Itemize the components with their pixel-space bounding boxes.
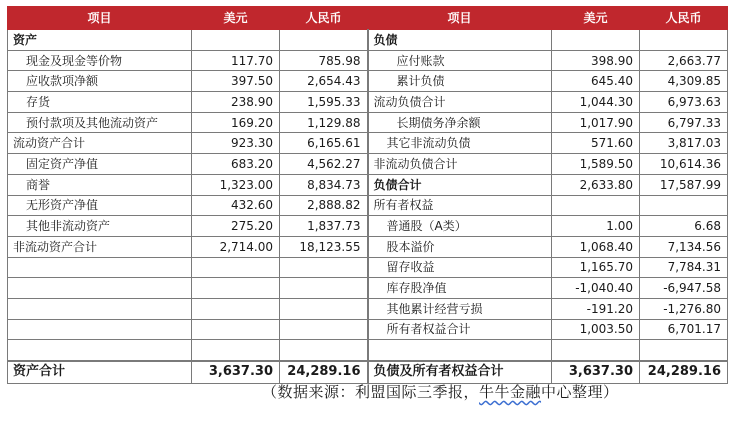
table-row xyxy=(8,154,728,175)
source-underlined: 牛牛金融 xyxy=(479,383,542,401)
right-label: 所有者权益合计 xyxy=(368,319,552,340)
table-row xyxy=(8,340,728,361)
left-label xyxy=(8,278,192,299)
right-usd: -1,040.40 xyxy=(552,278,640,299)
left-usd xyxy=(192,340,280,361)
right-label: 负债 xyxy=(368,30,552,51)
left-label: 流动资产合计 xyxy=(8,133,192,154)
left-label: 固定资产净值 xyxy=(8,154,192,175)
left-usd: 117.70 xyxy=(192,50,280,71)
right-usd xyxy=(552,195,640,216)
right-rmb: 17,587.99 xyxy=(640,174,728,195)
left-rmb: 785.98 xyxy=(280,50,368,71)
right-rmb xyxy=(640,30,728,51)
right-usd: 645.40 xyxy=(552,71,640,92)
right-usd: 1,017.90 xyxy=(552,112,640,133)
left-rmb xyxy=(280,298,368,319)
right-label: 应付账款 xyxy=(368,50,552,71)
left-usd: 238.90 xyxy=(192,92,280,113)
left-rmb xyxy=(280,278,368,299)
total-liab-equity-rmb: 24,289.16 xyxy=(640,361,728,384)
right-rmb: 3,817.03 xyxy=(640,133,728,154)
right-usd: -191.20 xyxy=(552,298,640,319)
left-usd xyxy=(192,278,280,299)
right-usd: 1,589.50 xyxy=(552,154,640,175)
table-row xyxy=(8,71,728,92)
left-rmb: 1,595.33 xyxy=(280,92,368,113)
left-usd xyxy=(192,257,280,278)
right-label: 负债合计 xyxy=(368,174,552,195)
total-liab-equity-label: 负债及所有者权益合计 xyxy=(368,361,552,384)
left-rmb xyxy=(280,30,368,51)
left-label: 商誉 xyxy=(8,174,192,195)
right-rmb xyxy=(640,340,728,361)
right-rmb: 2,663.77 xyxy=(640,50,728,71)
right-label: 其它非流动负债 xyxy=(368,133,552,154)
right-rmb: -1,276.80 xyxy=(640,298,728,319)
table-row xyxy=(8,195,728,216)
left-rmb xyxy=(280,257,368,278)
left-label: 非流动资产合计 xyxy=(8,236,192,257)
left-rmb: 1,837.73 xyxy=(280,216,368,237)
source-suffix: 中心整理） xyxy=(541,383,619,401)
left-label: 资产 xyxy=(8,30,192,51)
table-row xyxy=(8,216,728,237)
table-row xyxy=(8,236,728,257)
right-label: 股本溢价 xyxy=(368,236,552,257)
table-row xyxy=(8,133,728,154)
left-label: 其他非流动资产 xyxy=(8,216,192,237)
right-usd: 398.90 xyxy=(552,50,640,71)
right-label: 留存收益 xyxy=(368,257,552,278)
total-assets-rmb: 24,289.16 xyxy=(280,361,368,384)
total-assets-label: 资产合计 xyxy=(8,361,192,384)
right-rmb: 10,614.36 xyxy=(640,154,728,175)
right-rmb: 6.68 xyxy=(640,216,728,237)
table-row xyxy=(8,174,728,195)
table-header-row xyxy=(8,7,728,30)
left-label xyxy=(8,257,192,278)
right-rmb: 6,701.17 xyxy=(640,319,728,340)
left-usd: 432.60 xyxy=(192,195,280,216)
header-usd-right: 美元 xyxy=(552,7,640,30)
left-rmb xyxy=(280,340,368,361)
balance-sheet-table xyxy=(7,6,728,384)
right-usd: 1.00 xyxy=(552,216,640,237)
table-row xyxy=(8,278,728,299)
left-label: 现金及现金等价物 xyxy=(8,50,192,71)
header-usd: 美元 xyxy=(192,7,280,30)
left-label: 应收款项净额 xyxy=(8,71,192,92)
left-rmb: 6,165.61 xyxy=(280,133,368,154)
right-rmb: 7,784.31 xyxy=(640,257,728,278)
left-label: 无形资产净值 xyxy=(8,195,192,216)
right-usd xyxy=(552,340,640,361)
right-usd: 1,003.50 xyxy=(552,319,640,340)
header-rmb-right: 人民币 xyxy=(640,7,728,30)
right-usd xyxy=(552,30,640,51)
right-label: 其他累计经营亏损 xyxy=(368,298,552,319)
left-label xyxy=(8,298,192,319)
right-label: 非流动负债合计 xyxy=(368,154,552,175)
left-rmb: 8,834.73 xyxy=(280,174,368,195)
table-body xyxy=(8,30,728,361)
header-item-right: 项目 xyxy=(368,7,552,30)
table-row xyxy=(8,298,728,319)
left-usd xyxy=(192,30,280,51)
left-usd: 275.20 xyxy=(192,216,280,237)
right-rmb: 6,797.33 xyxy=(640,112,728,133)
total-assets-usd: 3,637.30 xyxy=(192,361,280,384)
source-note xyxy=(262,381,619,402)
right-usd: 2,633.80 xyxy=(552,174,640,195)
left-label xyxy=(8,340,192,361)
right-rmb: 4,309.85 xyxy=(640,71,728,92)
table-row xyxy=(8,319,728,340)
left-rmb: 18,123.55 xyxy=(280,236,368,257)
right-label: 累计负债 xyxy=(368,71,552,92)
right-usd: 1,044.30 xyxy=(552,92,640,113)
left-rmb: 2,654.43 xyxy=(280,71,368,92)
right-label: 普通股（A类） xyxy=(368,216,552,237)
right-usd: 571.60 xyxy=(552,133,640,154)
header-item: 项目 xyxy=(8,7,192,30)
left-label xyxy=(8,319,192,340)
left-usd: 397.50 xyxy=(192,71,280,92)
total-liab-equity-usd: 3,637.30 xyxy=(552,361,640,384)
table-row xyxy=(8,92,728,113)
left-rmb: 2,888.82 xyxy=(280,195,368,216)
table-row xyxy=(8,30,728,51)
table-row xyxy=(8,112,728,133)
left-usd: 683.20 xyxy=(192,154,280,175)
right-label: 所有者权益 xyxy=(368,195,552,216)
right-usd: 1,068.40 xyxy=(552,236,640,257)
table-row xyxy=(8,50,728,71)
right-label xyxy=(368,340,552,361)
left-label: 存货 xyxy=(8,92,192,113)
right-rmb xyxy=(640,195,728,216)
left-rmb xyxy=(280,319,368,340)
left-usd xyxy=(192,298,280,319)
left-usd: 1,323.00 xyxy=(192,174,280,195)
source-prefix: （数据来源：利盟国际三季报， xyxy=(262,383,480,401)
right-rmb: 7,134.56 xyxy=(640,236,728,257)
right-label: 长期债务净余额 xyxy=(368,112,552,133)
left-label: 预付款项及其他流动资产 xyxy=(8,112,192,133)
right-label: 库存股净值 xyxy=(368,278,552,299)
right-label: 流动负债合计 xyxy=(368,92,552,113)
header-rmb: 人民币 xyxy=(280,7,368,30)
right-usd: 1,165.70 xyxy=(552,257,640,278)
left-rmb: 4,562.27 xyxy=(280,154,368,175)
left-usd xyxy=(192,319,280,340)
left-usd: 2,714.00 xyxy=(192,236,280,257)
left-rmb: 1,129.88 xyxy=(280,112,368,133)
left-usd: 169.20 xyxy=(192,112,280,133)
right-rmb: -6,947.58 xyxy=(640,278,728,299)
table-row xyxy=(8,257,728,278)
right-rmb: 6,973.63 xyxy=(640,92,728,113)
left-usd: 923.30 xyxy=(192,133,280,154)
